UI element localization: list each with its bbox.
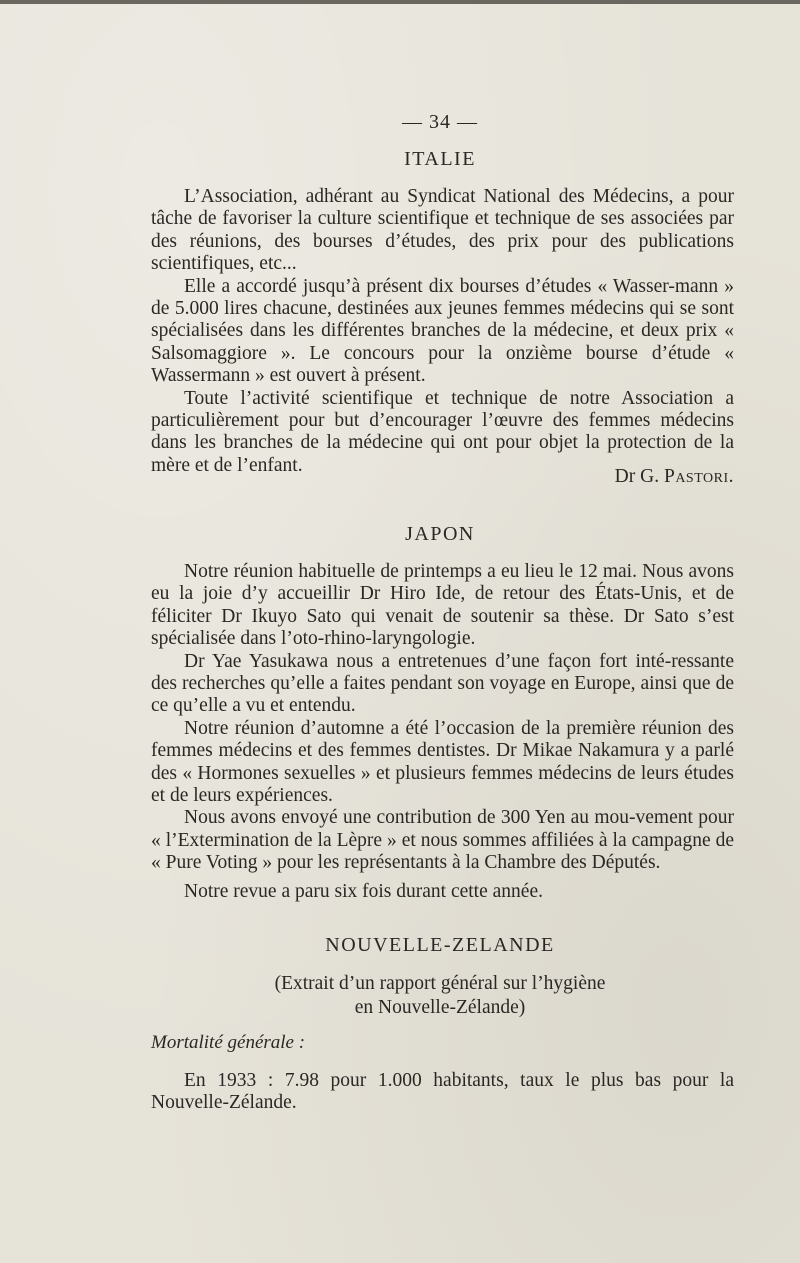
section-body-italie: [151, 186, 734, 477]
section-body-japon: [151, 561, 734, 903]
paragraph: Notre réunion d’automne a été l’occasion de la première réunion des femmes médecins et des femmes dentistes. Dr Mikae Nakamura y a parlé des « Hormones sexuelles » et plusieurs femmes médecins de leurs études et de leurs expériences.: [151, 717, 734, 807]
paragraph: En 1933 : 7.98 pour 1.000 habitants, taux le plus bas pour la Nouvelle-Zélande.: [151, 1070, 734, 1114]
paragraph: Dr Yae Yasukawa nous a entretenues d’une façon fort inté-ressante des recherches qu’elle a faites pendant son voyage en Europe, ainsi que de ce qu’elle a vu et entendu.: [151, 650, 734, 717]
subtitle-line: (Extrait d’un rapport général sur l’hygiène: [274, 973, 606, 994]
paragraph: Elle a accordé jusqu’à présent dix bourses d’études « Wasser-mann » de 5.000 lires chacune, destinées aux jeunes femmes médecins qui se sont spécialisées dans les différentes branches de la médecine, et deux prix « Salsomaggiore ». Le concours pour la onzième bourse d’étude « Wassermann » est ouvert à présent.: [151, 275, 734, 387]
paragraph: Nous avons envoyé une contribution de 300 Yen au mou-vement pour « l’Extermination de la Lèpre » et nous sommes affiliées à la campagne de « Pure Voting » pour les représentants à la Chambre des Députés.: [151, 807, 734, 874]
section-body-nouvelle-zelande: [151, 1070, 734, 1115]
page-number: — 34 —: [402, 111, 478, 133]
section-subtitle: [0, 972, 800, 1020]
signature: [151, 466, 734, 488]
paragraph: Notre revue a paru six fois durant cette année.: [184, 880, 543, 902]
subtitle-line: en Nouvelle-Zélande): [354, 997, 526, 1018]
paragraph: Notre réunion habituelle de printemps a eu lieu le 12 mai. Nous avons eu la joie d’y accueillir Dr Hiro Ide, de retour des États-Unis, et de féliciter Dr Ikuyo Sato qui venait de soutenir sa thèse. Dr Sato s’est spécialisée dans l’oto-rhino-laryngologie.: [151, 561, 734, 650]
section-title-nouvelle-zelande: NOUVELLE-ZELANDE: [325, 934, 555, 956]
paragraph: L’Association, adhérant au Syndicat National des Médecins, a pour tâche de favoriser la culture scientifique et technique de ses associées par des réunions, des bourses d’études, des prix pour des publications scientifiques, etc...: [151, 186, 734, 275]
signature-name: Pastori.: [663, 466, 734, 487]
paragraph: Toute l’activité scientifique et technique de notre Association a particulièrement pour but d’encourager l’œuvre des femmes médecins dans les branches de la médecine qui ont pour objet la protection de la mère et de l’enfant.: [151, 387, 734, 476]
section-title-japon: JAPON: [405, 523, 475, 545]
page-top-edge: [0, 0, 800, 4]
signature-prefix: Dr G.: [614, 466, 660, 487]
section-title-italie: ITALIE: [404, 148, 476, 170]
italic-heading: Mortalité générale :: [151, 1032, 306, 1053]
